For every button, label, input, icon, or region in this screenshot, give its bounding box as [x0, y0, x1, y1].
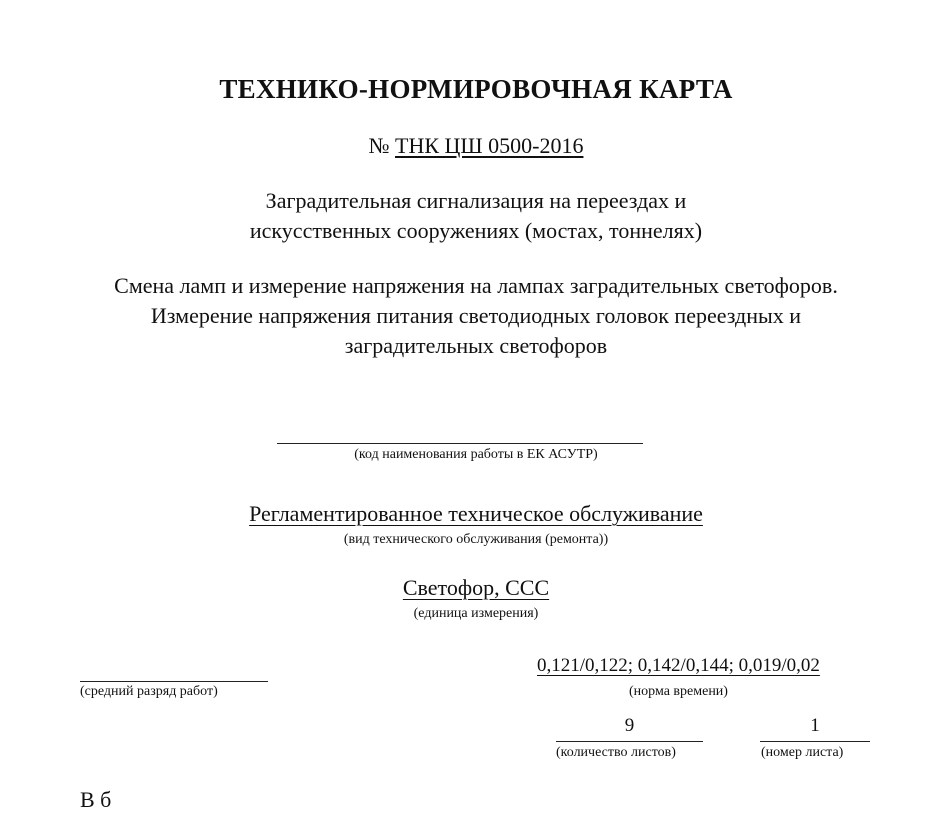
code-caption: (код наименования работы в ЕК АСУТР): [354, 447, 598, 462]
operation-line: Смена ламп и измерение напряжения на лампах заградительных светофоров.: [114, 273, 838, 298]
time-norm-caption: (норма времени): [629, 684, 728, 699]
sheet-count-value: 9: [624, 715, 635, 736]
subject-line: искусственных сооружениях (мостах, тоннелях): [249, 218, 703, 243]
number-sign: №: [368, 133, 396, 158]
unit-of-measure: [0, 575, 952, 601]
grade-caption: (средний разряд работ): [80, 684, 218, 699]
document-number: [0, 133, 952, 159]
document-title: ТЕХНИКО-НОРМИРОВОЧНАЯ КАРТА: [219, 74, 733, 104]
maintenance-caption: (вид технического обслуживания (ремонта)): [343, 532, 609, 547]
maintenance-type-value: Регламентированное техническое обслуживание: [249, 501, 703, 526]
sheet-count-caption: (количество листов): [556, 745, 676, 760]
document-number-value: ТНК ЦШ 0500-2016: [395, 133, 584, 158]
work-subject: [0, 186, 952, 246]
code-blank-line: [277, 443, 643, 444]
work-operation: [0, 271, 952, 361]
time-norm-value: 0,121/0,122; 0,142/0,144; 0,019/0,02: [537, 655, 820, 676]
sheet-number-value: 1: [810, 715, 820, 736]
unit-value: Светофор, ССС: [402, 575, 550, 600]
operation-line: Измерение напряжения питания светодиодных головок переездных и: [150, 303, 802, 328]
grade-blank-line: [80, 681, 268, 682]
subject-line: Заградительная сигнализация на переездах и: [265, 188, 687, 213]
maintenance-type: [0, 501, 952, 527]
sheet-number-caption: (номер листа): [761, 745, 844, 760]
operation-line: заградительных светофоров: [344, 333, 608, 358]
cutoff-text: В б: [80, 787, 112, 812]
sheet-number-field: [760, 714, 870, 742]
unit-caption: (единица измерения): [413, 606, 539, 621]
sheet-count-field: [556, 714, 703, 742]
